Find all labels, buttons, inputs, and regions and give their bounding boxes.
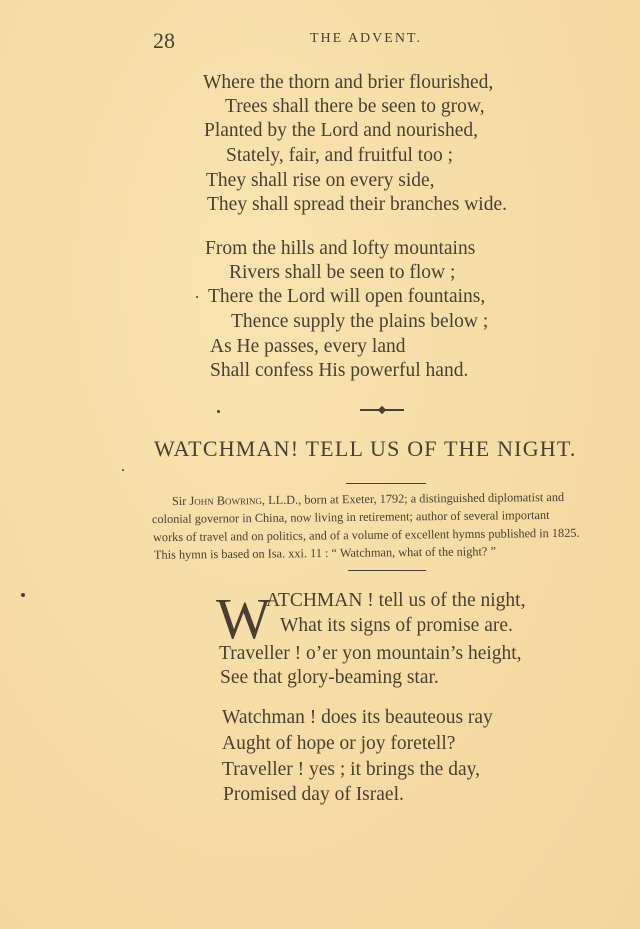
hymn-line: Traveller ! o’er yon mountain’s height,	[219, 643, 522, 664]
author-name: John Bowring	[189, 493, 263, 508]
poem-line: As He passes, every land	[210, 336, 406, 357]
poem-line: Trees shall there be seen to grow,	[225, 96, 485, 117]
author-note-line: This hymn is based on Isa. xxi. 11 : “ Watchman, what of the night? ”	[153, 544, 496, 562]
paper-speck	[122, 469, 124, 471]
poem-line: Shall confess His powerful hand.	[210, 360, 469, 381]
hymn-line: Promised day of Israel.	[223, 784, 404, 805]
poem-line: Rivers shall be seen to flow ;	[229, 262, 456, 283]
poem-line: From the hills and lofty mountains	[205, 238, 476, 259]
hymn-line: Watchman ! does its beauteous ray	[222, 707, 493, 728]
hymn-line: Aught of hope or joy foretell?	[222, 733, 456, 754]
paper-speck	[21, 593, 25, 597]
drop-cap: W	[216, 586, 271, 651]
poem-line: They shall rise on every side,	[206, 170, 435, 191]
hymn-line: Traveller ! yes ; it brings the day,	[222, 759, 480, 780]
paper-speck	[196, 296, 198, 298]
author-note-text: Sir	[171, 493, 190, 509]
poem-line: They shall spread their branches wide.	[207, 194, 507, 215]
running-head: THE ADVENT.	[310, 31, 422, 46]
poem-line: There the Lord will open fountains,	[208, 286, 486, 307]
author-note-line: works of travel and on politics, and of a volume of excellent hymns published in 1825.	[152, 525, 580, 545]
hymn-line: See that glory-beaming star.	[220, 667, 439, 688]
hymn-line: ATCHMAN ! tell us of the night,	[266, 590, 526, 611]
paper-speck	[217, 410, 220, 413]
author-note-line	[172, 490, 564, 509]
author-note-text: , LL.D., born at Exeter, 1792; a distinguished diplomatist and	[261, 489, 565, 508]
title-rule	[346, 483, 426, 484]
hymn-line: What its signs of promise are.	[280, 615, 513, 636]
section-divider-ornament	[360, 409, 404, 411]
author-note-line: colonial governor in China, now living in retirement; author of several important	[151, 507, 550, 527]
note-rule	[348, 570, 426, 571]
poem-line: Thence supply the plains below ;	[231, 311, 489, 332]
page-number: 28	[153, 28, 175, 53]
poem-line: Where the thorn and brier flourished,	[203, 72, 494, 93]
poem-line: Planted by the Lord and nourished,	[204, 120, 479, 141]
poem-line: Stately, fair, and fruitful too ;	[226, 145, 454, 166]
hymn-title: WATCHMAN! TELL US OF THE NIGHT.	[154, 436, 577, 461]
